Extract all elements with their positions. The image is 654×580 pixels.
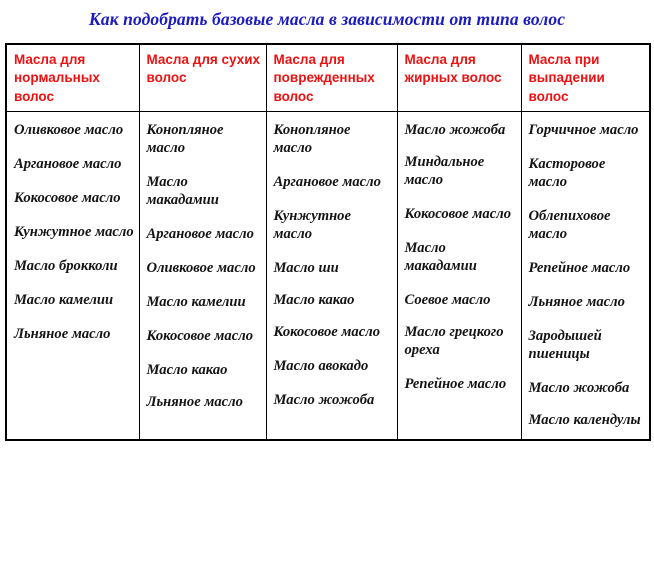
column-header-normal-hair — [6, 44, 139, 112]
oil-item: Масло жожоба — [404, 121, 506, 138]
oils-table — [5, 43, 651, 441]
oil-item: Кокосовое масло — [404, 205, 511, 222]
oil-item: Облепиховое масло — [528, 207, 611, 242]
oil-item: Оливковое масло — [14, 121, 124, 138]
oil-item: Кокосовое масло — [273, 323, 380, 340]
oil-item: Кокосовое масло — [14, 189, 121, 206]
oil-item: Соевое масло — [404, 291, 491, 308]
column-header-dry-hair — [139, 44, 266, 112]
oil-item: Масло жожоба — [273, 391, 375, 408]
oil-item: Масло авокадо — [273, 357, 369, 374]
oil-item: Аргановое масло — [146, 225, 254, 242]
oil-item: Масло камелии — [14, 291, 114, 308]
oil-item: Масло грецкого ореха — [404, 323, 504, 358]
table-container — [5, 43, 649, 441]
column-cell-dry-hair — [139, 111, 266, 440]
oil-item: Кокосовое масло — [146, 327, 253, 344]
oil-item: Касторовое масло — [528, 155, 606, 190]
page-title: Как подобрать базовые масла в зависимости от типа волос — [88, 9, 566, 29]
oil-item: Льняное масло — [528, 293, 625, 310]
oil-list — [7, 112, 139, 353]
column-cell-normal-hair — [6, 111, 139, 440]
column-header-hair-loss — [521, 44, 650, 112]
oil-item: Кунжутное масло — [14, 223, 134, 240]
column-header-label: Масла для сухих волос — [146, 51, 261, 85]
oil-item: Масло жожоба — [528, 379, 630, 396]
column-header-oily-hair — [397, 44, 521, 112]
column-cell-hair-loss — [521, 111, 650, 440]
oil-item: Льняное масло — [14, 325, 111, 342]
oil-item: Репейное масло — [528, 259, 631, 276]
oil-item: Миндальное масло — [404, 153, 485, 188]
oil-list — [267, 112, 397, 433]
oil-item: Оливковое масло — [146, 259, 256, 276]
oil-item: Масло ши — [273, 259, 339, 276]
oil-item: Масло какао — [146, 361, 228, 378]
table-body — [6, 111, 650, 440]
oil-list — [398, 112, 521, 403]
oil-list — [522, 112, 650, 439]
column-header-label: Масла при выпадении волос — [528, 51, 605, 104]
table-row — [6, 111, 650, 440]
oil-item: Репейное масло — [404, 375, 507, 392]
oil-item: Конопляное масло — [273, 121, 351, 156]
oil-item: Масло какао — [273, 291, 355, 308]
column-cell-damaged-hair — [266, 111, 397, 440]
oil-item: Масло макадамии — [146, 173, 219, 208]
oil-item: Масло брокколи — [14, 257, 118, 274]
oil-item: Масло макадамии — [404, 239, 477, 274]
oil-item: Горчичное масло — [528, 121, 639, 138]
column-cell-oily-hair — [397, 111, 521, 440]
column-header-label: Масла для нормальных волос — [14, 51, 100, 104]
oil-item: Масло календулы — [528, 411, 641, 428]
table-header — [6, 44, 650, 112]
oil-item: Зародышей пшеницы — [528, 327, 602, 362]
oil-item: Масло камелии — [146, 293, 246, 310]
column-header-damaged-hair — [266, 44, 397, 112]
oil-item: Кунжутное масло — [273, 207, 351, 242]
oil-item: Конопляное масло — [146, 121, 224, 156]
column-header-label: Масла для жирных волос — [404, 51, 502, 85]
oil-item: Аргановое масло — [14, 155, 122, 172]
oil-list — [140, 112, 266, 421]
oil-item: Аргановое масло — [273, 173, 381, 190]
column-header-label: Масла для поврежденных волос — [273, 51, 375, 104]
oil-item: Льняное масло — [146, 393, 243, 410]
header-row — [6, 44, 650, 112]
